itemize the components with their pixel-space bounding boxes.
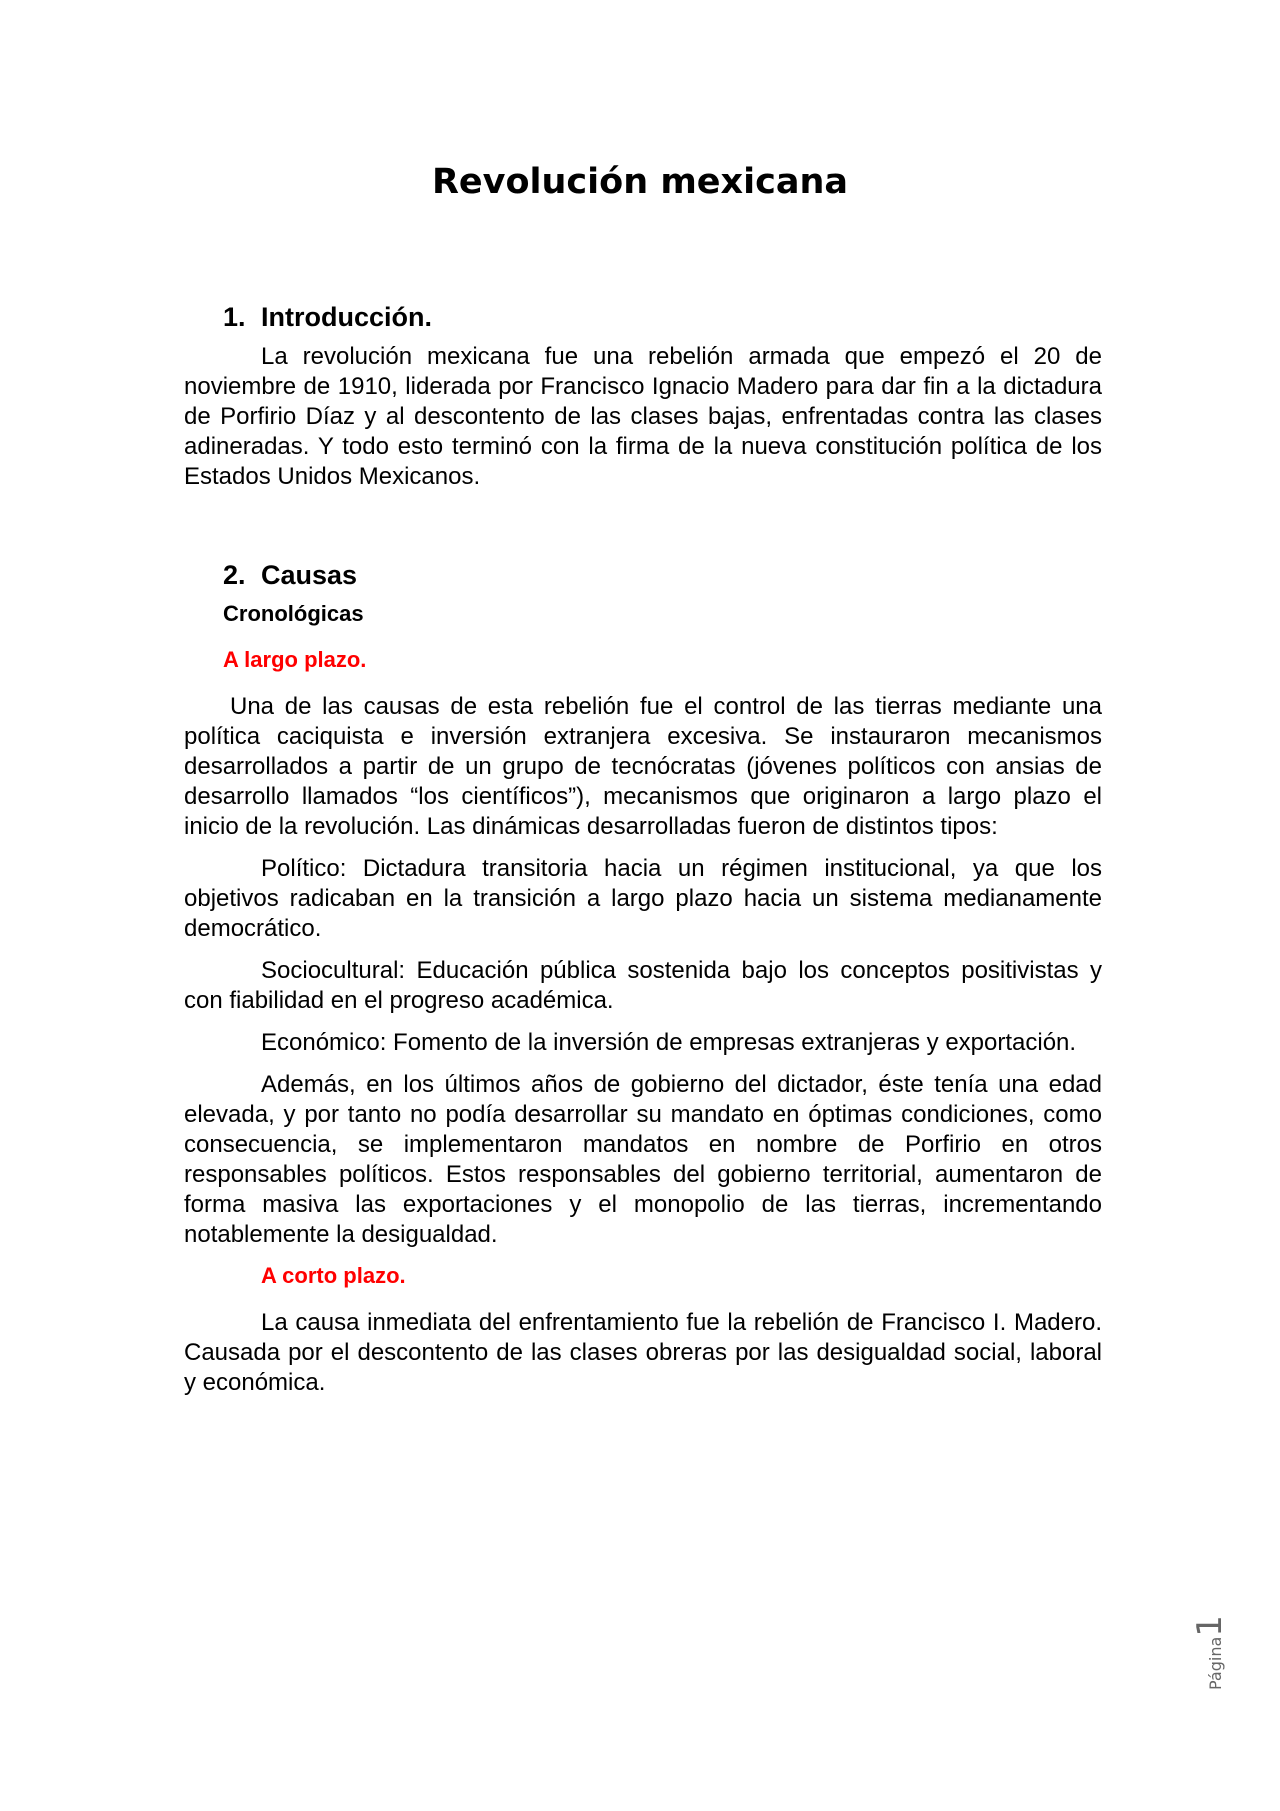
page-footer	[1190, 1580, 1230, 1690]
intro-paragraph: La revolución mexicana fue una rebelión armada que empezó el 20 de noviembre de 1910, liderada por Francisco Ignacio Madero para dar fin a la dictadura de Porfirio Díaz y al descontento de las clases bajas, enfrentadas contra las clases adineradas. Y todo esto terminó con la firma de la nueva constitución política de los Estados Unidos Mexicanos.	[184, 343, 1102, 490]
subheading-long-term: A largo plazo.	[223, 647, 367, 672]
subheading-short-term: A corto plazo.	[261, 1263, 406, 1288]
page-number: 1	[1190, 1615, 1230, 1637]
page-number-indicator	[1190, 1615, 1230, 1690]
long-term-paragraph: Económico: Fomento de la inversión de empresas extranjeras y exportación.	[261, 1029, 1077, 1056]
section-title: Introducción.	[261, 302, 432, 332]
section-spacer	[184, 504, 1102, 558]
long-term-paragraph: Además, en los últimos años de gobierno del dictador, éste tenía una edad elevada, y por tanto no podía desarrollar su mandato en óptimas condiciones, como consecuencia, se implementaron mandatos en nombre de Porfirio en otros responsables políticos. Estos responsables del gobierno territorial, aumentaron de forma masiva las exportaciones y el monopolio de las tierras, incrementando notablemente la desigualdad.	[184, 1071, 1102, 1248]
section-heading-causes	[223, 558, 1102, 592]
long-term-paragraph: Político: Dictadura transitoria hacia un régimen institucional, ya que los objetivos radicaban en la transición a largo plazo hacia un sistema medianamente democrático.	[184, 855, 1102, 942]
document-body	[184, 300, 1102, 1410]
long-term-paragraph: Sociocultural: Educación pública sostenida bajo los conceptos positivistas y con fiabilidad en el progreso académica.	[184, 957, 1102, 1014]
long-term-paragraph: Una de las causas de esta rebelión fue el control de las tierras mediante una política caciquista e inversión extranjera excesiva. Se instauraron mecanismos desarrollados a partir de un grupo de tecnócratas (jóvenes políticos con ansias de desarrollo llamados “los científicos”), mecanismos que originaron a largo plazo el inicio de la revolución. Las dinámicas desarrolladas fueron de distintos tipos:	[184, 693, 1102, 840]
section-heading-introduction	[223, 300, 1102, 334]
page-label: Página	[1206, 1636, 1225, 1690]
page-title: Revolución mexicana	[431, 162, 849, 202]
subheading-chronological: Cronológicas	[223, 601, 364, 626]
section-number: 1.	[223, 302, 246, 332]
short-term-paragraph: La causa inmediata del enfrentamiento fue la rebelión de Francisco I. Madero. Causada por el descontento de las clases obreras por las desigualdad social, laboral y económica.	[184, 1309, 1102, 1396]
section-number: 2.	[223, 560, 246, 590]
section-title: Causas	[261, 560, 358, 590]
